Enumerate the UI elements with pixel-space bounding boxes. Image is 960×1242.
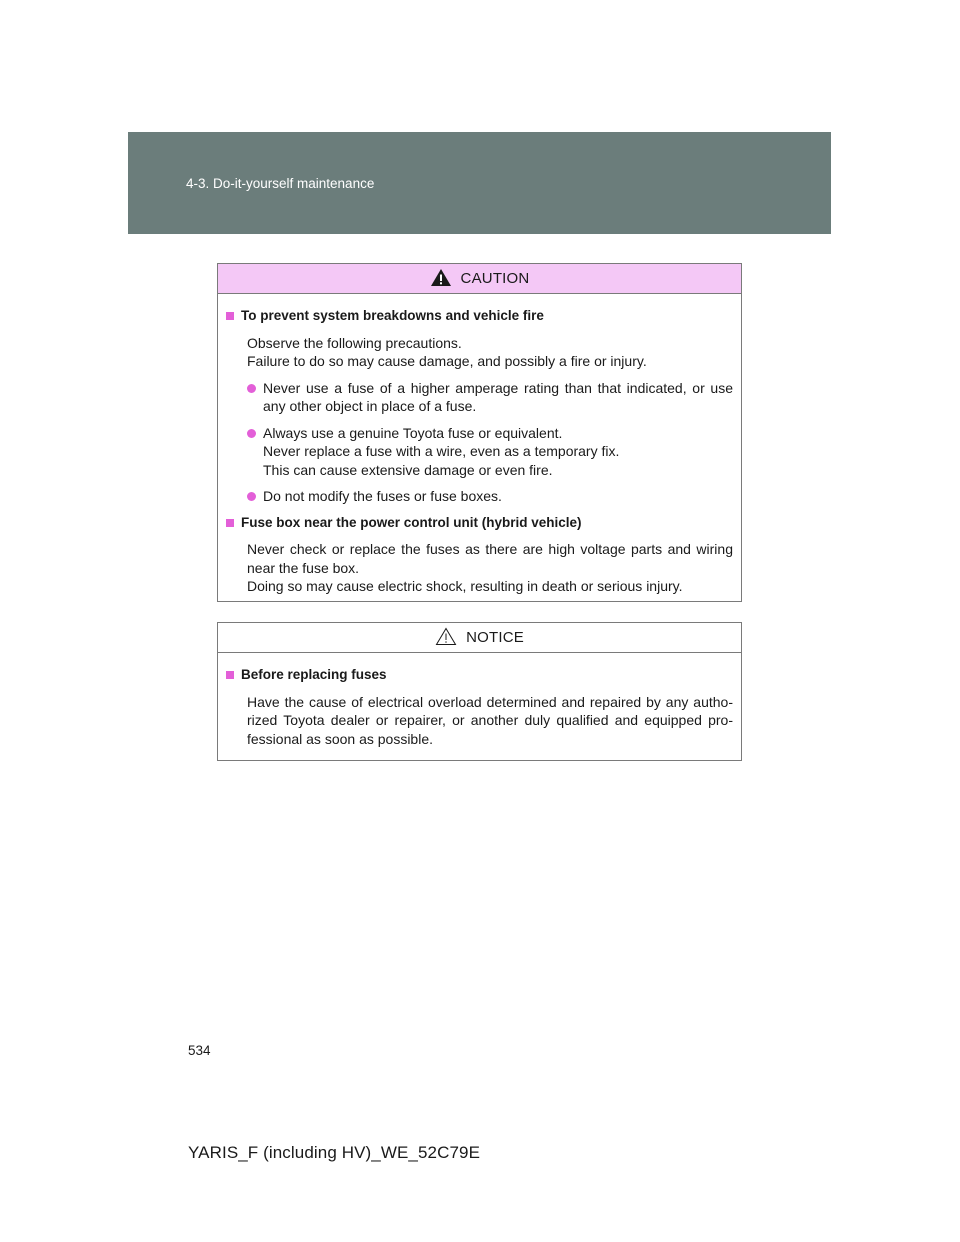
section-title: 4-3. Do-it-yourself maintenance bbox=[186, 176, 375, 191]
notice-label: NOTICE bbox=[466, 629, 524, 646]
notice-paragraph: Have the cause of electrical overload determined and repaired by any autho- rized Toyota dealer or repairer, or another duly qualified and equipped pro- fessional as soon as possible. bbox=[247, 693, 733, 747]
notice-body bbox=[218, 653, 741, 748]
list-item: Do not modify the fuses or fuse boxes. bbox=[226, 487, 733, 506]
page-number: 534 bbox=[188, 1043, 211, 1058]
caution-header bbox=[218, 264, 741, 294]
notice-section-title: Before replacing fuses bbox=[226, 666, 733, 685]
round-bullet-icon bbox=[247, 429, 256, 438]
list-item: Never use a fuse of a higher amperage rating than that indicated, or use any other object in place of a fuse. bbox=[226, 379, 733, 416]
warning-triangle-icon bbox=[430, 268, 452, 287]
caution-body bbox=[218, 294, 741, 596]
round-bullet-icon bbox=[247, 492, 256, 501]
square-bullet-icon bbox=[226, 519, 234, 527]
caution-section-title: To prevent system breakdowns and vehicle fire bbox=[226, 307, 733, 326]
header-band bbox=[128, 132, 831, 234]
notice-header bbox=[218, 623, 741, 653]
square-bullet-icon bbox=[226, 312, 234, 320]
footer-document-id: YARIS_F (including HV)_WE_52C79E bbox=[188, 1143, 481, 1162]
notice-box bbox=[217, 622, 742, 761]
caution-intro: Observe the following precautions. Failure to do so may cause damage, and possibly a fire or injury. bbox=[247, 334, 647, 369]
caution-label: CAUTION bbox=[460, 270, 530, 287]
warning-outline-icon bbox=[435, 627, 457, 646]
square-bullet-icon bbox=[226, 671, 234, 679]
list-item: Always use a genuine Toyota fuse or equivalent. Never replace a fuse with a wire, even as a temporary fix. This can cause extensive damage or even fire. bbox=[226, 424, 733, 480]
caution-paragraph: Never check or replace the fuses as there are high voltage parts and wiring near the fuse box. Doing so may cause electric shock, resulting in death or serious injury. bbox=[247, 541, 733, 594]
caution-box bbox=[217, 263, 742, 602]
round-bullet-icon bbox=[247, 384, 256, 393]
caution-section-title: Fuse box near the power control unit (hybrid vehicle) bbox=[226, 514, 733, 533]
